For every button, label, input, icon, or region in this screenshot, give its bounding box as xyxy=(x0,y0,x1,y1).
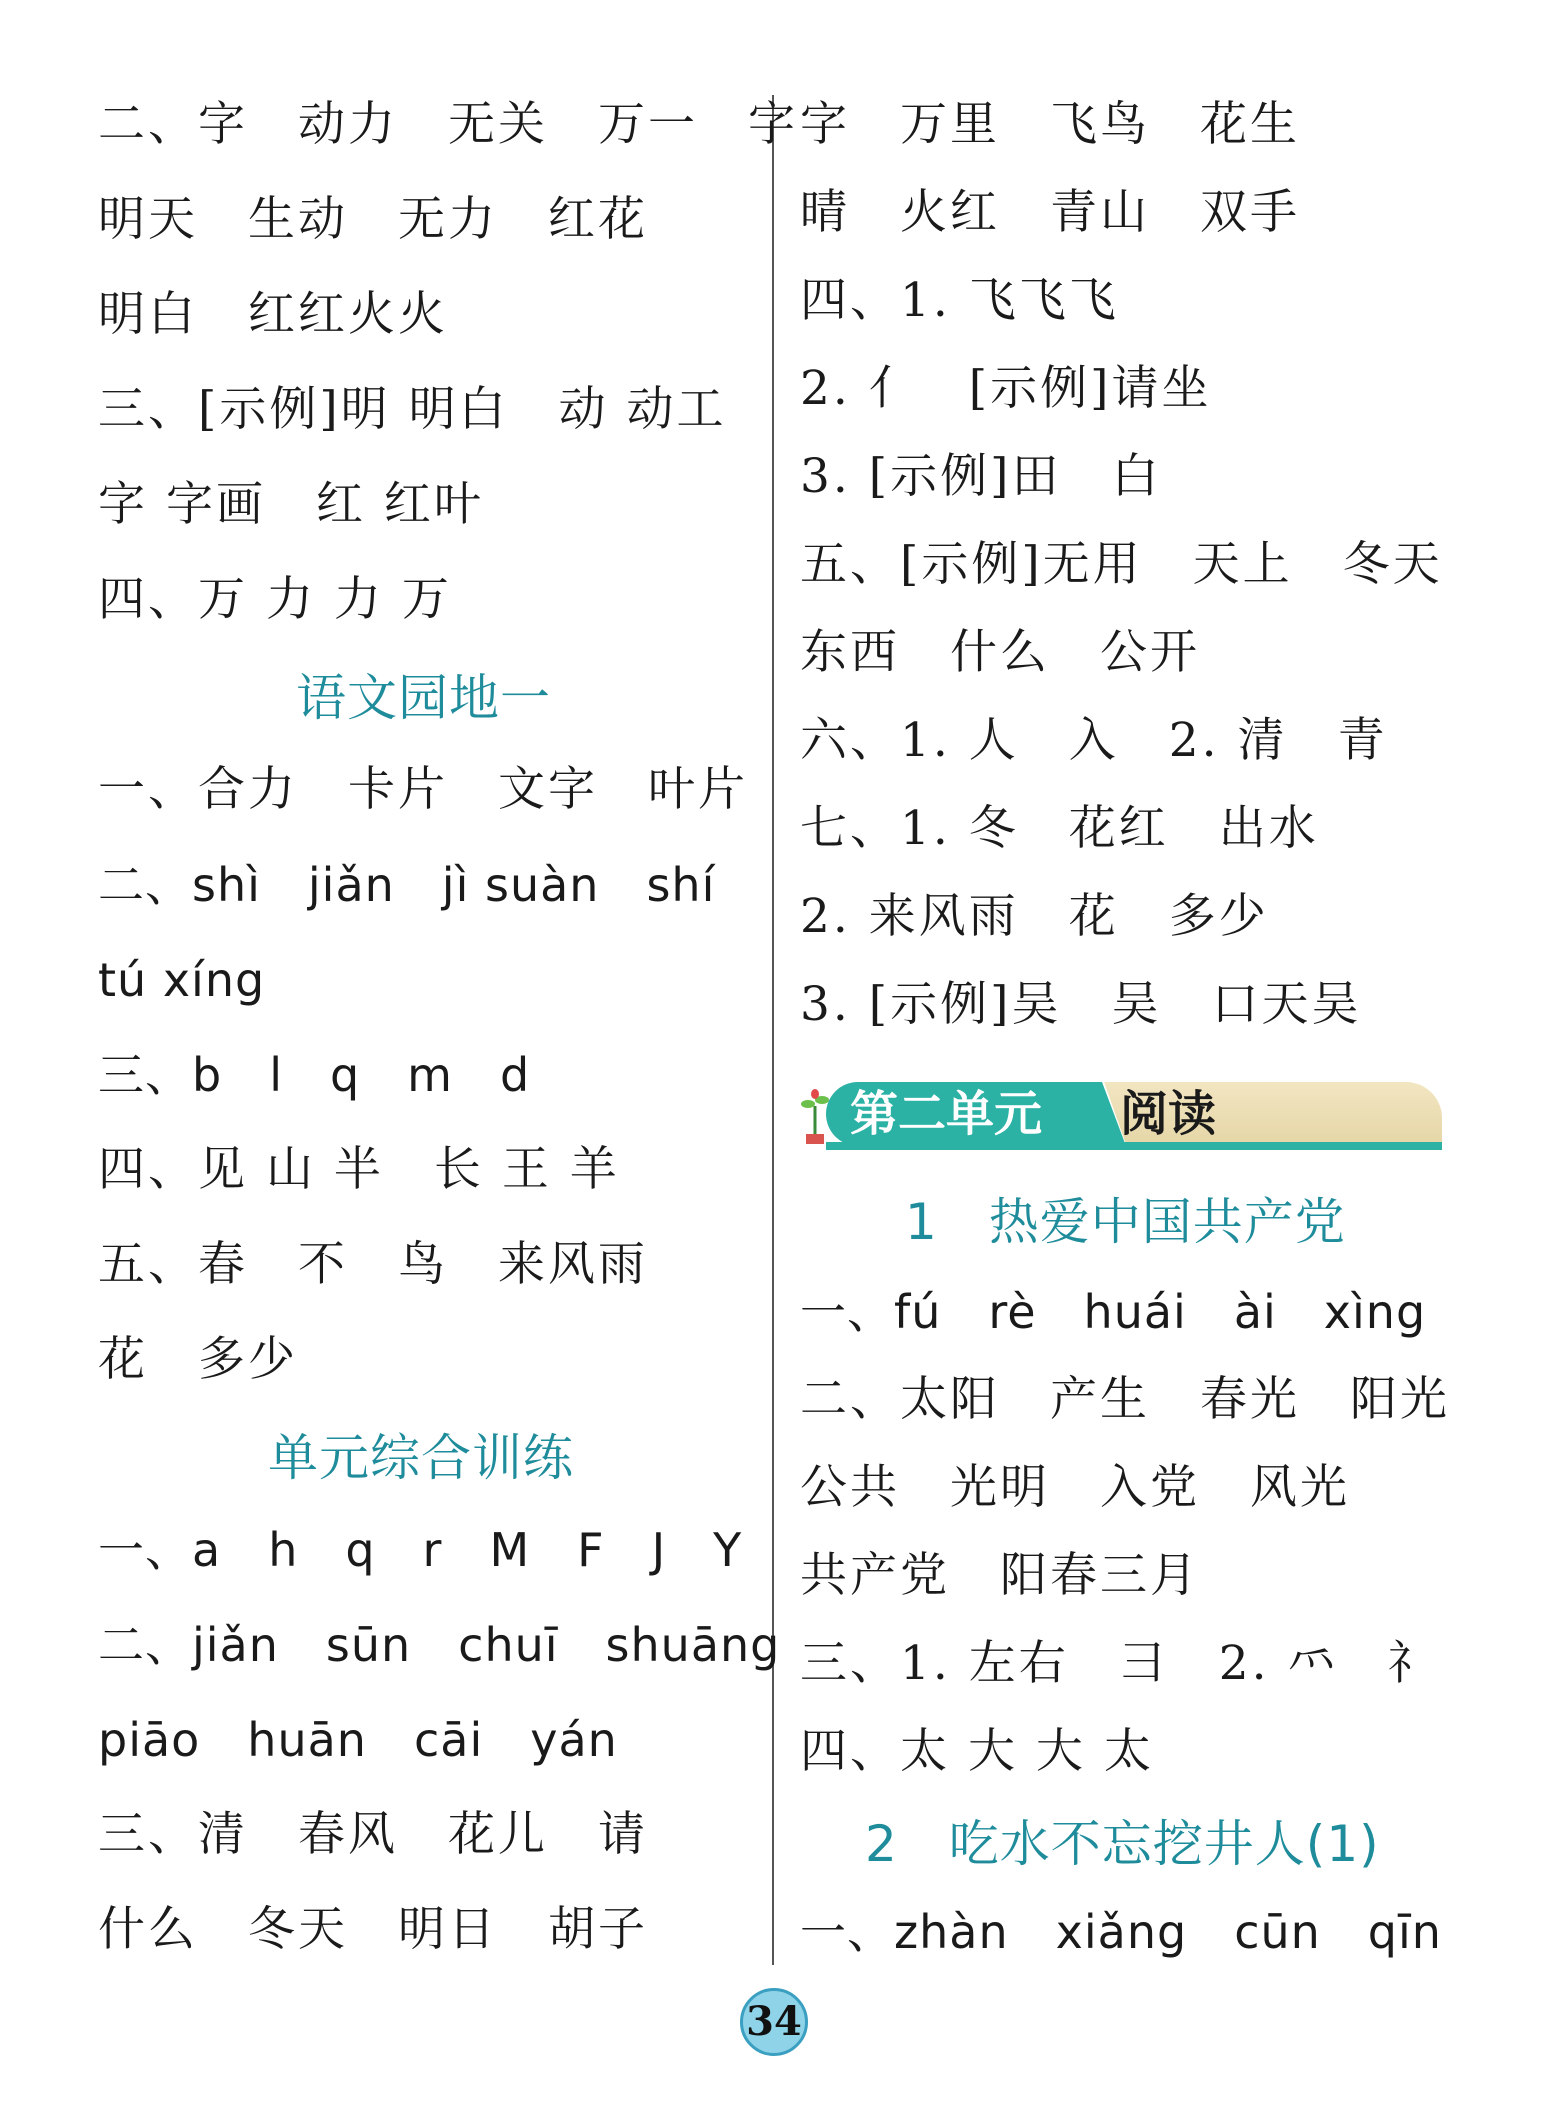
section-heading: 单元综合训练 xyxy=(268,1429,574,1487)
answer-line: 晴 火红 青山 双手 xyxy=(800,185,1300,240)
lesson-heading: 1 热爱中国共产党 xyxy=(905,1193,1346,1251)
answer-line: 3. [示例]田 白 xyxy=(800,449,1162,504)
unit-title: 第二单元 xyxy=(850,1086,1043,1142)
answer-line: 2. 亻 [示例]请坐 xyxy=(800,361,1212,416)
pinyin-line: 一、zhàn xiǎng cūn qīn xyxy=(800,1905,1442,1959)
page-number: 34 xyxy=(740,1988,808,2056)
answer-line: 一、合力 卡片 文字 叶片 xyxy=(98,762,748,817)
answer-line: 东西 什么 公开 xyxy=(800,625,1200,680)
pinyin-line: 二、jiǎn sūn chuī shuāng xyxy=(98,1618,781,1672)
pinyin-line: tú xíng xyxy=(98,953,266,1007)
answer-line: 三、1. 左右 ⺕ 2. ⺤ 礻 xyxy=(800,1636,1438,1691)
answer-line: 3. [示例]吴 吴 口天吴 xyxy=(800,977,1362,1032)
answer-line: 四、太 大 大 太 xyxy=(800,1724,1154,1779)
sprout-icon xyxy=(800,1088,830,1144)
answer-line: 字 字画 红 红叶 xyxy=(98,477,484,532)
unit-banner xyxy=(800,1080,1440,1150)
answer-line: 什么 冬天 明日 胡子 xyxy=(98,1902,648,1957)
pinyin-line: 二、shì jiǎn jì suàn shí xyxy=(98,858,716,912)
answer-line: 三、清 春风 花儿 请 xyxy=(98,1807,648,1862)
answer-line: 花 多少 xyxy=(98,1332,298,1387)
answer-line: 六、1. 人 入 2. 清 青 xyxy=(800,713,1388,768)
section-title: 阅读 xyxy=(1120,1086,1217,1142)
pinyin-line: 三、b l q m d xyxy=(98,1048,531,1102)
answer-line: 七、1. 冬 花红 出水 xyxy=(800,801,1319,856)
answer-line: 五、春 不 鸟 来风雨 xyxy=(98,1237,648,1292)
answer-line: 二、字 动力 无关 万一 字 xyxy=(98,97,798,152)
answer-line: 明天 生动 无力 红花 xyxy=(98,192,648,247)
answer-line: 四、1. 飞飞飞 xyxy=(800,273,1119,328)
answer-line: 四、见 山 半 长 王 羊 xyxy=(98,1142,620,1197)
section-heading: 语文园地一 xyxy=(296,669,551,727)
answer-line: 五、[示例]无用 天上 冬天 xyxy=(800,537,1443,592)
answer-line: 四、万 力 力 万 xyxy=(98,572,452,627)
pinyin-line: 一、fú rè huái ài xìng xyxy=(800,1285,1427,1339)
column-divider xyxy=(772,95,774,1965)
pinyin-line: 一、a h q r M F J Y xyxy=(98,1523,743,1577)
pinyin-line: piāo huān cāi yán xyxy=(98,1713,618,1767)
answer-line: 三、[示例]明 明白 动 动工 xyxy=(98,382,727,437)
answer-line: 二、太阳 产生 春光 阳光 xyxy=(800,1372,1450,1427)
answer-line: 共产党 阳春三月 xyxy=(800,1548,1200,1603)
lesson-heading: 2 吃水不忘挖井人(1) xyxy=(865,1815,1380,1873)
answer-line: 明白 红红火火 xyxy=(98,287,448,342)
answer-line: 2. 来风雨 花 多少 xyxy=(800,889,1269,944)
answer-line: 公共 光明 入党 风光 xyxy=(800,1460,1350,1515)
answer-line: 字 万里 飞鸟 花生 xyxy=(800,97,1300,152)
